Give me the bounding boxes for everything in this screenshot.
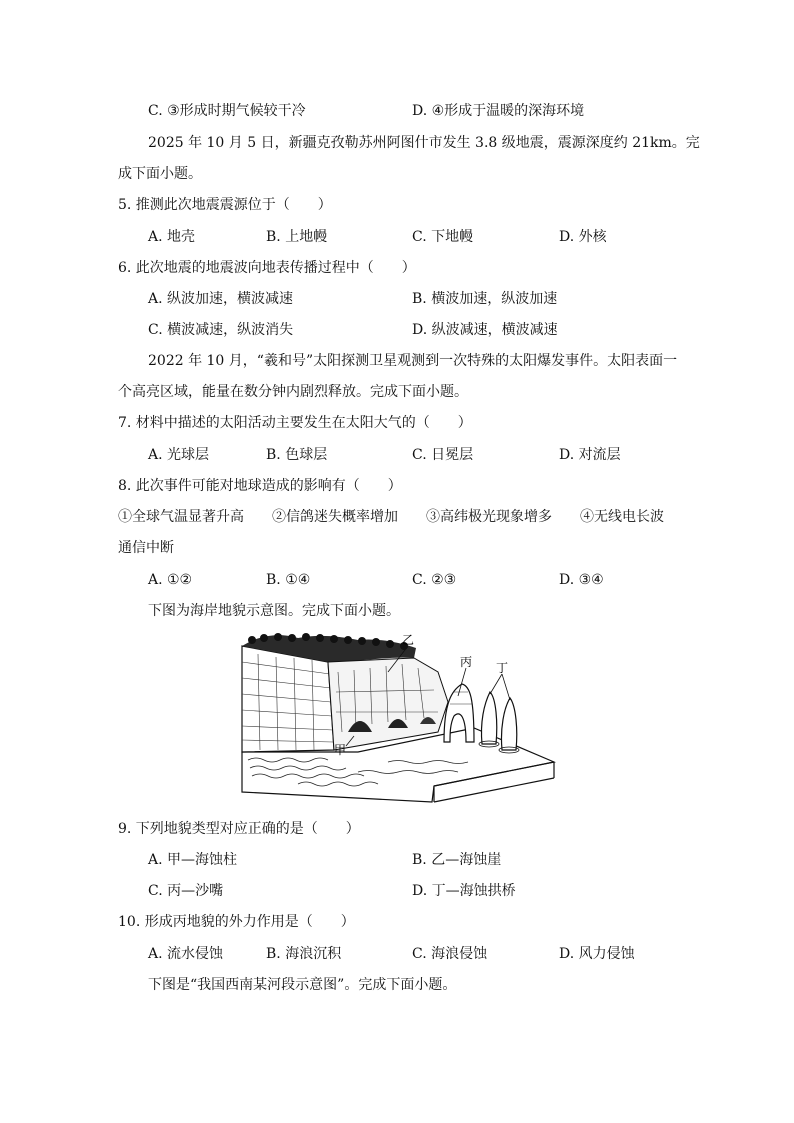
q8-option-a: A. ①②	[148, 572, 193, 588]
q8-items-line2: 通信中断	[118, 540, 174, 556]
intro-coast: 下图为海岸地貌示意图。完成下面小题。	[148, 603, 400, 619]
intro-earthquake-line2: 成下面小题。	[118, 166, 202, 182]
q5-option-b: B. 上地幔	[266, 229, 328, 245]
label-jia: 甲	[334, 743, 347, 757]
q10-option-d: D. 风力侵蚀	[559, 946, 635, 962]
q8-items-line1: ①全球气温显著升高 ②信鸽迷失概率增加 ③高纬极光现象增多 ④无线电长波	[118, 509, 664, 525]
q7-option-a: A. 光球层	[148, 447, 210, 463]
q7-stem: 7. 材料中描述的太阳活动主要发生在太阳大气的（ ）	[118, 415, 472, 431]
q5-stem: 5. 推测此次地震震源位于（ ）	[118, 197, 332, 213]
q6-option-b: B. 横波加速，纵波加速	[412, 291, 558, 307]
q7-option-b: B. 色球层	[266, 447, 328, 463]
q9-stem: 9. 下列地貌类型对应正确的是（ ）	[118, 821, 360, 837]
q8-option-b: B. ①④	[266, 572, 311, 588]
intro-solar-line2: 个高亮区域，能量在数分钟内剧烈释放。完成下面小题。	[118, 384, 468, 400]
q9-option-a: A. 甲—海蚀柱	[148, 852, 238, 868]
q4-option-c: C. ③形成时期气候较干冷	[148, 103, 306, 119]
q9-option-b: B. 乙—海蚀崖	[412, 852, 502, 868]
intro-solar-line1: 2022 年 10 月，“羲和号”太阳探测卫星观测到一次特殊的太阳爆发事件。太阳表面一	[148, 353, 678, 369]
q6-option-d: D. 纵波减速，横波减速	[412, 322, 558, 338]
coastal-landform-figure	[238, 632, 558, 804]
label-ding: 丁	[496, 661, 509, 675]
coastal-landform-drawing	[238, 632, 558, 804]
q10-option-b: B. 海浪沉积	[266, 946, 342, 962]
q7-option-c: C. 日冕层	[412, 447, 474, 463]
q6-stem: 6. 此次地震的地震波向地表传播过程中（ ）	[118, 260, 416, 276]
q5-option-a: A. 地壳	[148, 229, 196, 245]
q4-option-d: D. ④形成于温暖的深海环境	[412, 103, 585, 119]
q10-stem: 10. 形成丙地貌的外力作用是（ ）	[118, 914, 355, 930]
q6-option-a: A. 纵波加速，横波减速	[148, 291, 294, 307]
q10-option-c: C. 海浪侵蚀	[412, 946, 488, 962]
label-bing: 丙	[460, 655, 473, 669]
q5-option-d: D. 外核	[559, 229, 607, 245]
q8-stem: 8. 此次事件可能对地球造成的影响有（ ）	[118, 478, 402, 494]
q8-option-c: C. ②③	[412, 572, 457, 588]
label-yi: 乙	[402, 633, 415, 647]
q9-option-d: D. 丁—海蚀拱桥	[412, 883, 516, 899]
q8-option-d: D. ③④	[559, 572, 604, 588]
q7-option-d: D. 对流层	[559, 447, 621, 463]
intro-river: 下图是“我国西南某河段示意图”。完成下面小题。	[148, 977, 457, 993]
intro-earthquake-line1: 2025 年 10 月 5 日，新疆克孜勒苏州阿图什市发生 3.8 级地震，震源深度约 21km。完	[148, 135, 700, 151]
q5-option-c: C. 下地幔	[412, 229, 474, 245]
q10-option-a: A. 流水侵蚀	[148, 946, 224, 962]
q9-option-c: C. 丙—沙嘴	[148, 883, 224, 899]
q6-option-c: C. 横波减速，纵波消失	[148, 322, 294, 338]
